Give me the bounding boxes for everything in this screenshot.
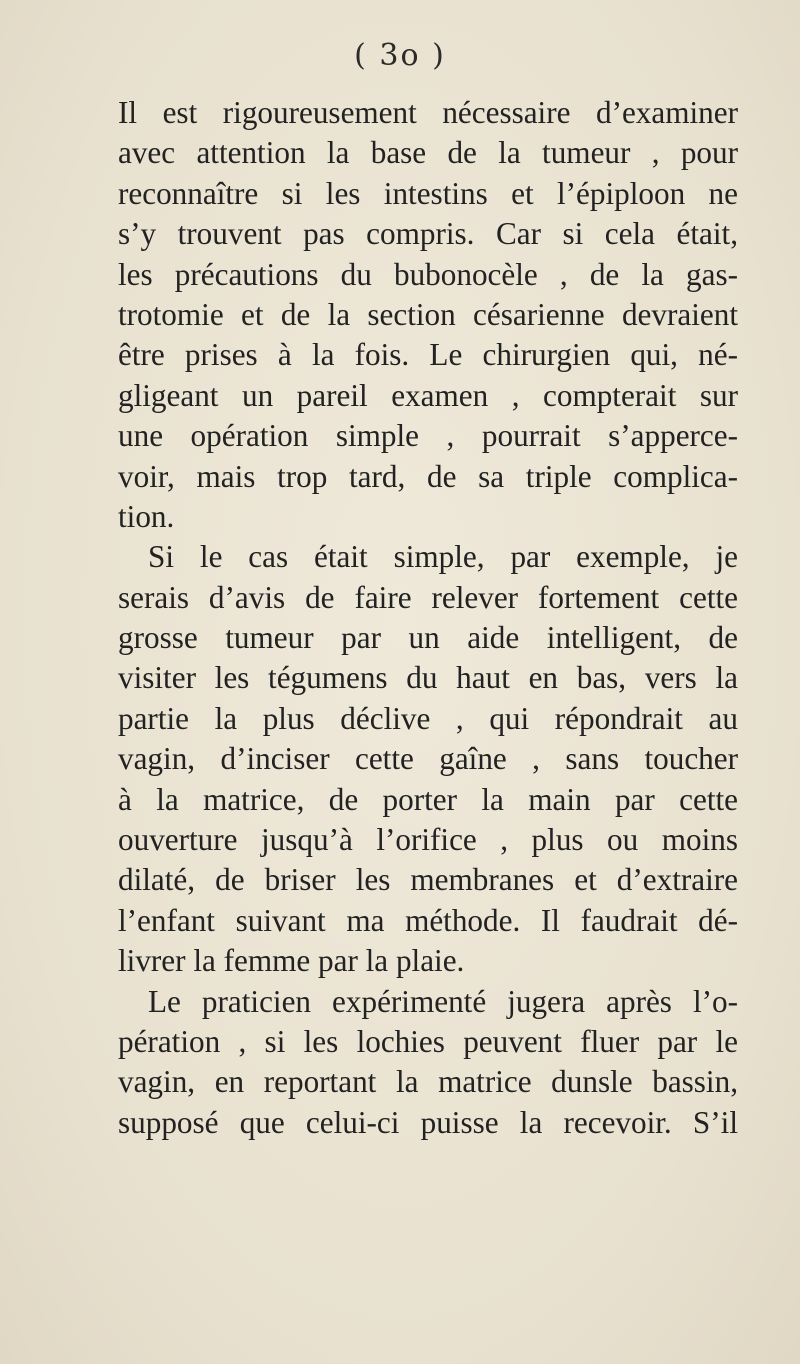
text-line: à la matrice, de porter la main par cette <box>118 781 738 817</box>
text-line: dilaté, de briser les membranes et d’extraire <box>118 862 738 898</box>
text-line: tion. <box>118 498 175 534</box>
text-line: une opération simple , pourrait s’apperce- <box>118 418 738 454</box>
text-line: visiter les tégumens du haut en bas, vers la <box>118 660 738 696</box>
text-line: livrer la femme par la plaie. <box>118 943 465 979</box>
text-line: vagin, d’inciser cette gaîne , sans toucher <box>118 741 738 777</box>
text-line: gligeant un pareil examen , compterait sur <box>118 377 738 413</box>
text-line: Il est rigoureusement nécessaire d’examiner <box>118 95 738 130</box>
text-line: l’enfant suivant ma méthode. Il faudrait dé- <box>118 902 738 938</box>
text-line: ouverture jusqu’à l’orifice , plus ou moins <box>118 822 738 858</box>
text-line: avec attention la base de la tumeur , pour <box>118 135 738 171</box>
text-line: grosse tumeur par un aide intelligent, de <box>118 620 738 656</box>
text-line: voir, mais trop tard, de sa triple complica- <box>118 458 738 494</box>
page-number: ( 3o ) <box>354 38 446 73</box>
text-line: pération , si les lochies peuvent fluer par le <box>118 1023 738 1059</box>
text-line: les précautions du bubonocèle , de la gas- <box>118 256 738 292</box>
body-text <box>118 93 738 1143</box>
text-line: partie la plus déclive , qui répondrait au <box>118 700 738 736</box>
text-line: serais d’avis de faire relever fortement cette <box>118 579 738 615</box>
text-line: Le praticien expérimenté jugera après l’o- <box>148 983 738 1019</box>
text-line: vagin, en reportant la matrice dunsle bassin, <box>118 1064 738 1100</box>
text-line: Si le cas était simple, par exemple, je <box>148 539 738 575</box>
text-line: reconnaître si les intestins et l’épiploon ne <box>118 175 738 211</box>
text-line: s’y trouvent pas compris. Car si cela était, <box>118 216 738 252</box>
text-line: être prises à la fois. Le chirurgien qui, né- <box>118 337 738 373</box>
text-line: supposé que celui-ci puisse la recevoir. S’il <box>118 1104 738 1140</box>
text-line: trotomie et de la section césarienne devraient <box>118 296 738 332</box>
